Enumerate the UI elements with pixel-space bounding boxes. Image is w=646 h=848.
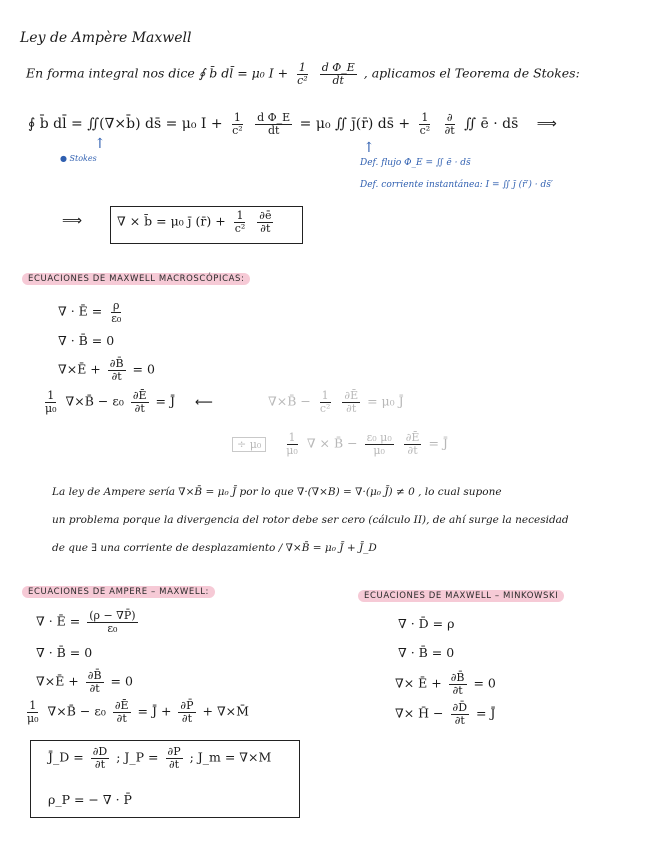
minkowski-ampere: ∇× H̄ − $\frac{\partial D̄}{\partial t}$ = J̄ [395,701,496,727]
left-arrow-icon: ⟵ [194,393,213,409]
page-title: Ley de Ampère Maxwell [20,30,192,46]
stokes-equation [28,112,557,136]
ampere-gauss-e: ∇ · Ē = $\frac{(\rho - \nabla P̄)}{\text{ε₀}}$ [36,609,136,635]
current-definition: Def. corriente instantánea: I = ∬ j̄ (r̄′) · ds̄′ [360,180,553,190]
up-arrow-icon: ↑ [94,136,106,152]
macro-ampere: $\frac{1}{\text{μ₀}}$ ∇×B̄ − ε₀ $\frac{\partial Ē}{\partial t}$ = J̄ ⟵ [45,389,213,415]
minkowski-faraday: ∇× Ē + $\frac{\partial B̄}{\partial t}$ = 0 [395,671,496,697]
stokes-note: ● Stokes [60,154,97,163]
macro-gauss-b: ∇ · B̄ = 0 [58,333,115,348]
macro-gauss-e: ∇ · Ē = $\frac{\rho}{\text{ε₀}}$ [58,299,122,325]
paragraph-line-1: La ley de Ampere sería ∇×B̄ = μ₀ J̄ por lo que ∇·(∇×B) = ∇·(μ₀ J̄) ≠ 0 , lo cual supone [52,486,502,498]
polarization-charge: ρ_P = − ∇ · P̄ [48,792,132,807]
stokes-fraction-4: $\frac{\partial}{\partial t}$ [444,111,455,137]
stokes-end: ∬ ē · ds̄ [464,116,519,133]
intro-fraction-flux: $\frac{\text{d Φ\_E}}{dt}$ [321,61,355,87]
minkowski-section-title: ECUACIONES DE MAXWELL – MINKOWSKI [358,590,564,602]
intro-suffix: , aplicamos el Teorema de Stokes: [363,65,580,81]
minkowski-gauss-d: ∇ · D̄ = ρ [398,616,455,631]
macro-gray-derivation-1: ∇×B̄ − $\frac{1}{\text{c²}}$ $\frac{\partial Ē}{\partial t}$ = μ₀ J̄ [268,389,404,415]
intro-fraction-c: $\frac{1}{\text{c²}}$ [297,61,308,87]
intro-line [26,62,580,86]
result-fraction-t: $\frac{\partial ē}{\partial t}$ [259,209,272,235]
intro-prefix: En forma integral nos dice [26,65,195,81]
stokes-lhs: ∮ b̄ dl̄ = ∬(∇×b̄) ds̄ = μ₀ I + [28,116,228,133]
implies-arrow: ⟹ [536,116,557,133]
divide-tag: ÷ μ₀ [232,437,266,452]
ampere-section-title: ECUACIONES DE AMPERE – MAXWELL: [22,586,215,598]
ampere-ampere-law: $\frac{1}{\text{μ₀}}$ ∇×B̄ − ε₀ $\frac{\partial Ē}{\partial t}$ = J̄ + $\frac{\partial P̄}{\partial t}$ + ∇×M̄ [27,699,249,725]
stokes-mid: = μ₀ ∬ j̄(r̄) ds̄ + [299,116,415,133]
paragraph-line-3: de que ∃ una corriente de desplazamiento / ∇×B̄ = μ₀ J̄ + J̄_D [52,542,377,554]
intro-equation: ∮ b̄ dl̄ = μ₀ I + [198,65,293,81]
ampere-faraday: ∇×Ē + $\frac{\partial B̄}{\partial t}$ = 0 [36,669,133,695]
result-equation: ∇ × b̄ = μ₀ j̄ (r̄) + $\frac{1}{\text{c²}}$ $\frac{\partial ē}{\partial t}$ [117,209,272,235]
ampere-gauss-b: ∇ · B̄ = 0 [36,645,93,660]
up-arrow-icon: ↑ [363,140,375,156]
stokes-fraction-2: $\frac{\text{d Φ\_E}}{dt}$ [257,111,291,137]
result-fraction-c: $\frac{1}{\text{c²}}$ [234,209,246,235]
flux-definition: Def. flujo Φ_E = ∬ ē · ds̄ [360,158,471,168]
implies-arrow: ⟹ [62,213,83,229]
macro-faraday: ∇×Ē + $\frac{\partial B̄}{\partial t}$ = 0 [58,357,155,383]
macro-section-title: ECUACIONES DE MAXWELL MACROSCÓPICAS: [22,273,250,285]
current-definitions: J̄_D = $\frac{\partial D}{\partial t}$ ; J_P = $\frac{\partial P}{\partial t}$ ; J_m = ∇×M [48,745,272,771]
macro-gray-derivation-2: ÷ μ₀ $\frac{1}{\text{μ₀}}$ ∇ × B̄ − $\frac{\text{ε₀ μ₀}}{\text{μ₀}}$ $\frac{\partial Ē}{\partial t}$ = J̄ [232,432,448,456]
stokes-fraction-3: $\frac{1}{\text{c²}}$ [419,111,431,137]
stokes-fraction-1: $\frac{1}{\text{c²}}$ [232,111,243,137]
paragraph-line-2: un problema porque la divergencia del rotor debe ser cero (cálculo II), de ahí surge la necesidad [52,514,569,526]
minkowski-gauss-b: ∇ · B̄ = 0 [398,645,455,660]
